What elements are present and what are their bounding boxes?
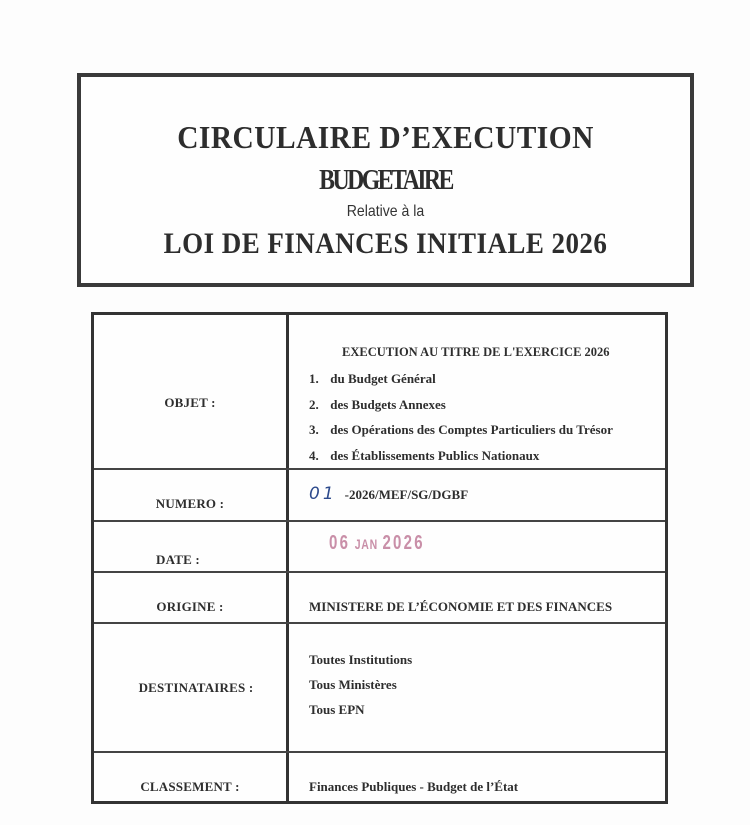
title-line-budgetaire: BUDGETAIRE (319, 165, 452, 196)
row-classement (94, 753, 665, 801)
objet-item: 1. du Budget Général (309, 371, 436, 386)
objet-heading: EXECUTION AU TITRE DE L'EXERCICE 2026 (342, 345, 610, 359)
destinataires-list (309, 650, 655, 725)
label-destinataires: DESTINATAIRES : (138, 680, 254, 695)
origine-value: MINISTERE DE L’ÉCONOMIE ET DES FINANCES (309, 599, 613, 614)
title-line-relative: Relative à la (346, 203, 425, 220)
classement-value: Finances Publiques - Budget de l’État (309, 779, 519, 794)
objet-list (309, 369, 613, 471)
title-line-circulaire: CIRCULAIRE D’EXECUTION (177, 119, 594, 155)
label-numero: NUMERO : (155, 496, 225, 511)
label-date: DATE : (156, 552, 200, 567)
label-objet: OBJET : (164, 395, 216, 410)
title-line-loi-de-finances: LOI DE FINANCES INITIALE 2026 (163, 227, 608, 260)
destinataire-item: Tous Ministères (309, 677, 397, 692)
objet-item: 4. des Établissements Publics Nationaux (309, 447, 540, 463)
row-origine (94, 573, 665, 624)
row-numero (94, 470, 665, 522)
row-objet (94, 315, 665, 470)
label-origine: ORIGINE : (156, 599, 224, 614)
objet-item: 2. des Budgets Annexes (309, 396, 446, 412)
objet-item: 3. des Opérations des Comptes Particuliers du Trésor (309, 422, 613, 437)
title-box (77, 73, 694, 287)
handwritten-number: 01 (309, 484, 337, 504)
row-date (94, 522, 665, 573)
row-destinataires (94, 624, 665, 753)
destinataire-item: Toutes Institutions (309, 652, 413, 667)
info-table (91, 312, 668, 804)
date-stamp (329, 532, 655, 555)
label-classement: CLASSEMENT : (140, 779, 240, 794)
numero-reference: -2026/MEF/SG/DGBF (344, 487, 469, 502)
numero-value (309, 484, 655, 504)
destinataire-item: Tous EPN (309, 702, 365, 717)
date-stamp-text: 06 JAN 2026 (329, 532, 425, 554)
